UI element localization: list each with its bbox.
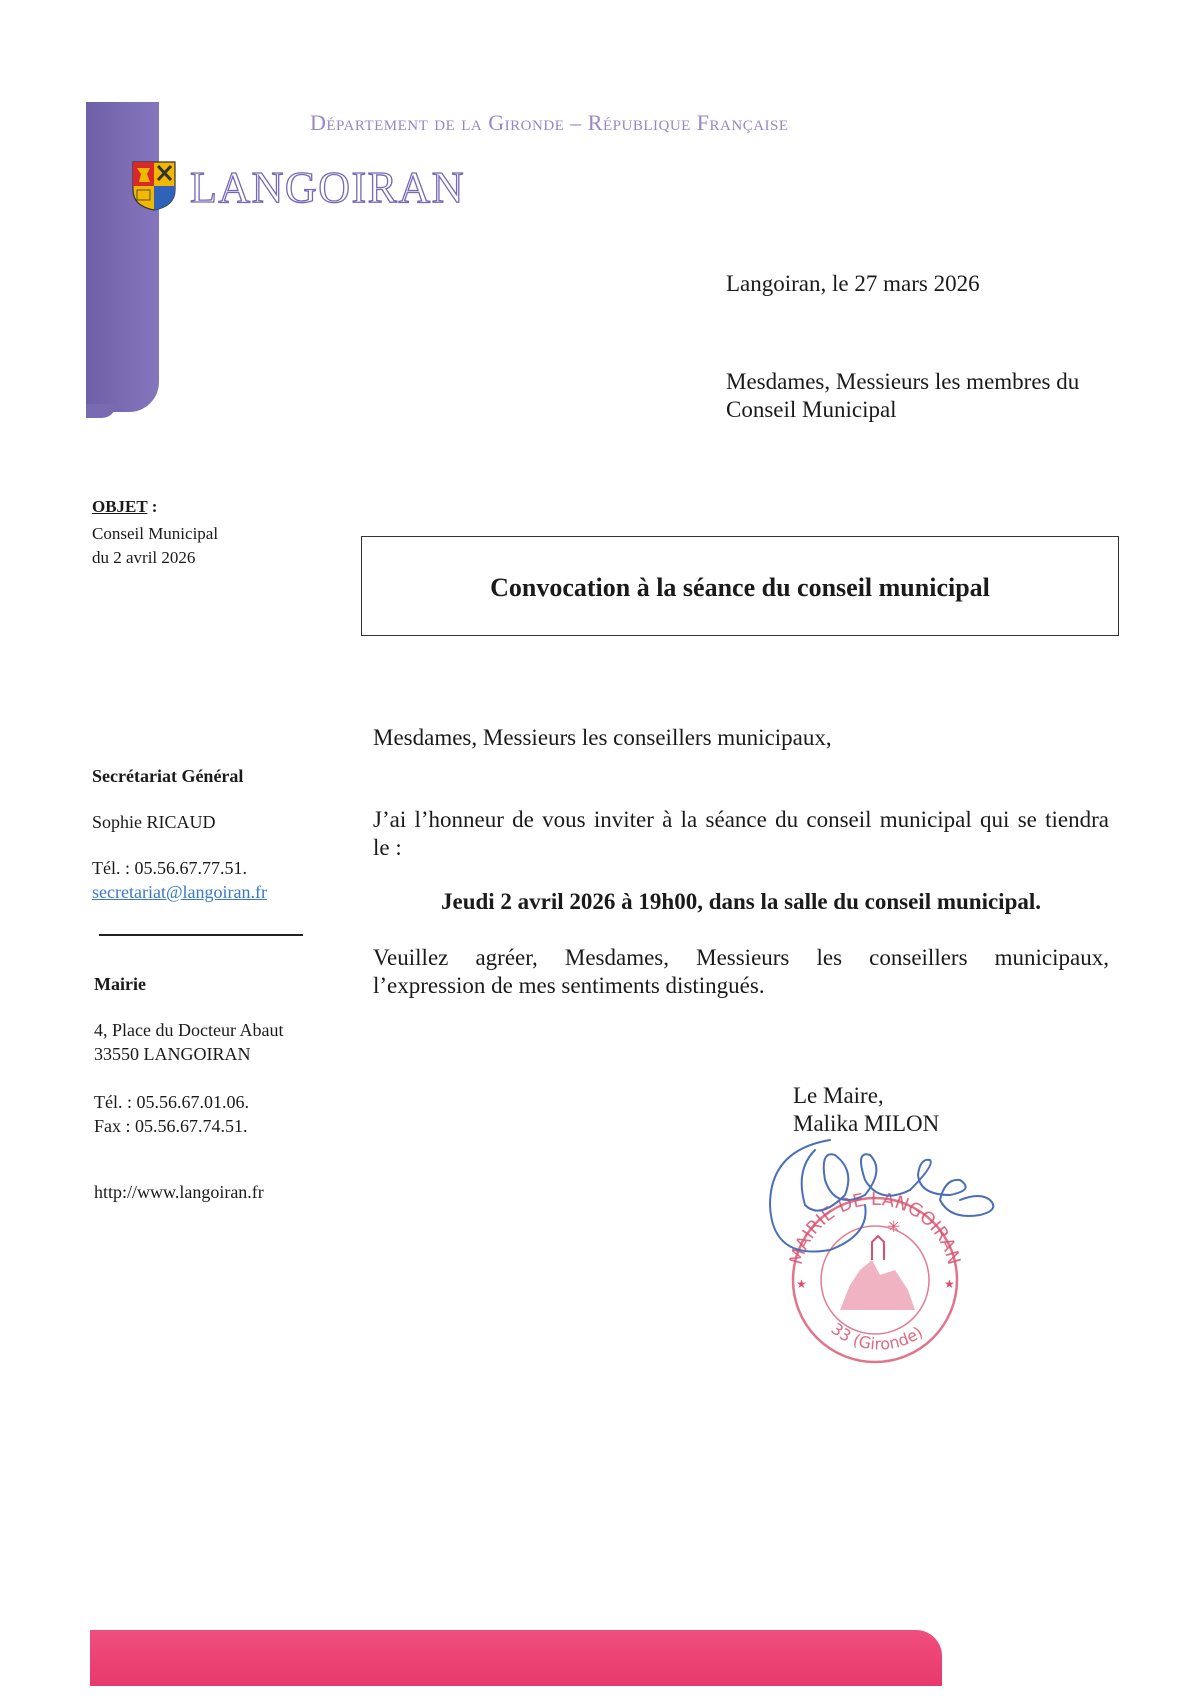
secretariat-heading-text: Secrétariat Général xyxy=(92,766,244,786)
coat-of-arms-icon xyxy=(131,160,177,212)
objet-label: OBJET : xyxy=(92,497,158,516)
official-stamp-and-signature xyxy=(760,1110,1000,1370)
closing-line-2: l’expression de mes sentiments distingués. xyxy=(373,973,765,998)
sidebar-divider xyxy=(99,934,303,936)
secretariat-heading xyxy=(92,764,243,788)
footer-pink-band xyxy=(90,1630,942,1686)
invite-line-1: J’ai l’honneur de vous inviter à la séance du conseil municipal qui se tiendra xyxy=(373,807,1109,832)
town-name-logo: LANGOIRAN xyxy=(190,163,466,212)
mairie-address-2: 33550 LANGOIRAN xyxy=(94,1044,251,1064)
recipient-line-1: Mesdames, Messieurs les membres du xyxy=(726,369,1080,394)
recipient-line-2: Conseil Municipal xyxy=(726,397,897,422)
mairie-stamp xyxy=(786,1189,965,1362)
header-purple-band xyxy=(86,102,159,412)
meeting-details: Jeudi 2 avril 2026 à 19h00, dans la salle du conseil municipal. xyxy=(440,889,1041,914)
mairie-fax: Fax : 05.56.67.74.51. xyxy=(94,1116,248,1136)
mairie-heading xyxy=(94,972,146,996)
website-link[interactable]: http://www.langoiran.fr xyxy=(94,1182,264,1202)
objet-label-text: OBJET xyxy=(92,497,148,516)
svg-text:★: ★ xyxy=(796,1277,807,1291)
date-line: Langoiran, le 27 mars 2026 xyxy=(726,271,980,296)
signature-role: Le Maire, xyxy=(793,1083,884,1108)
mairie-address-1: 4, Place du Docteur Abaut xyxy=(94,1020,284,1040)
svg-text:✳: ✳ xyxy=(887,1217,901,1236)
mairie-tel: Tél. : 05.56.67.01.06. xyxy=(94,1092,249,1112)
mairie-heading-text: Mairie xyxy=(94,974,146,994)
secretariat-name: Sophie RICAUD xyxy=(92,812,216,832)
document-title: Convocation à la séance du conseil municipal xyxy=(490,573,990,602)
stamp-text-bottom: 33 (Gironde) xyxy=(827,1319,927,1354)
svg-text:★: ★ xyxy=(944,1277,955,1291)
closing-line-1: Veuillez agréer, Mesdames, Messieurs les conseillers municipaux, xyxy=(373,945,1109,970)
title-box xyxy=(361,536,1119,636)
invite-line-2: le : xyxy=(373,835,402,860)
secretariat-tel: Tél. : 05.56.67.77.51. xyxy=(92,858,247,878)
signature-name: Malika MILON xyxy=(793,1111,940,1136)
secretariat-email-link[interactable]: secretariat@langoiran.fr xyxy=(92,882,267,902)
handwritten-signature xyxy=(770,1140,993,1252)
objet-line-2: du 2 avril 2026 xyxy=(92,548,196,567)
letter-greeting: Mesdames, Messieurs les conseillers municipaux, xyxy=(373,725,832,750)
objet-text xyxy=(92,522,218,570)
stamp-text-top: MAIRIE DE LANGOIRAN xyxy=(785,1188,965,1268)
objet-line-1: Conseil Municipal xyxy=(92,524,219,543)
department-heading: Département de la Gironde – République Française xyxy=(310,110,789,135)
